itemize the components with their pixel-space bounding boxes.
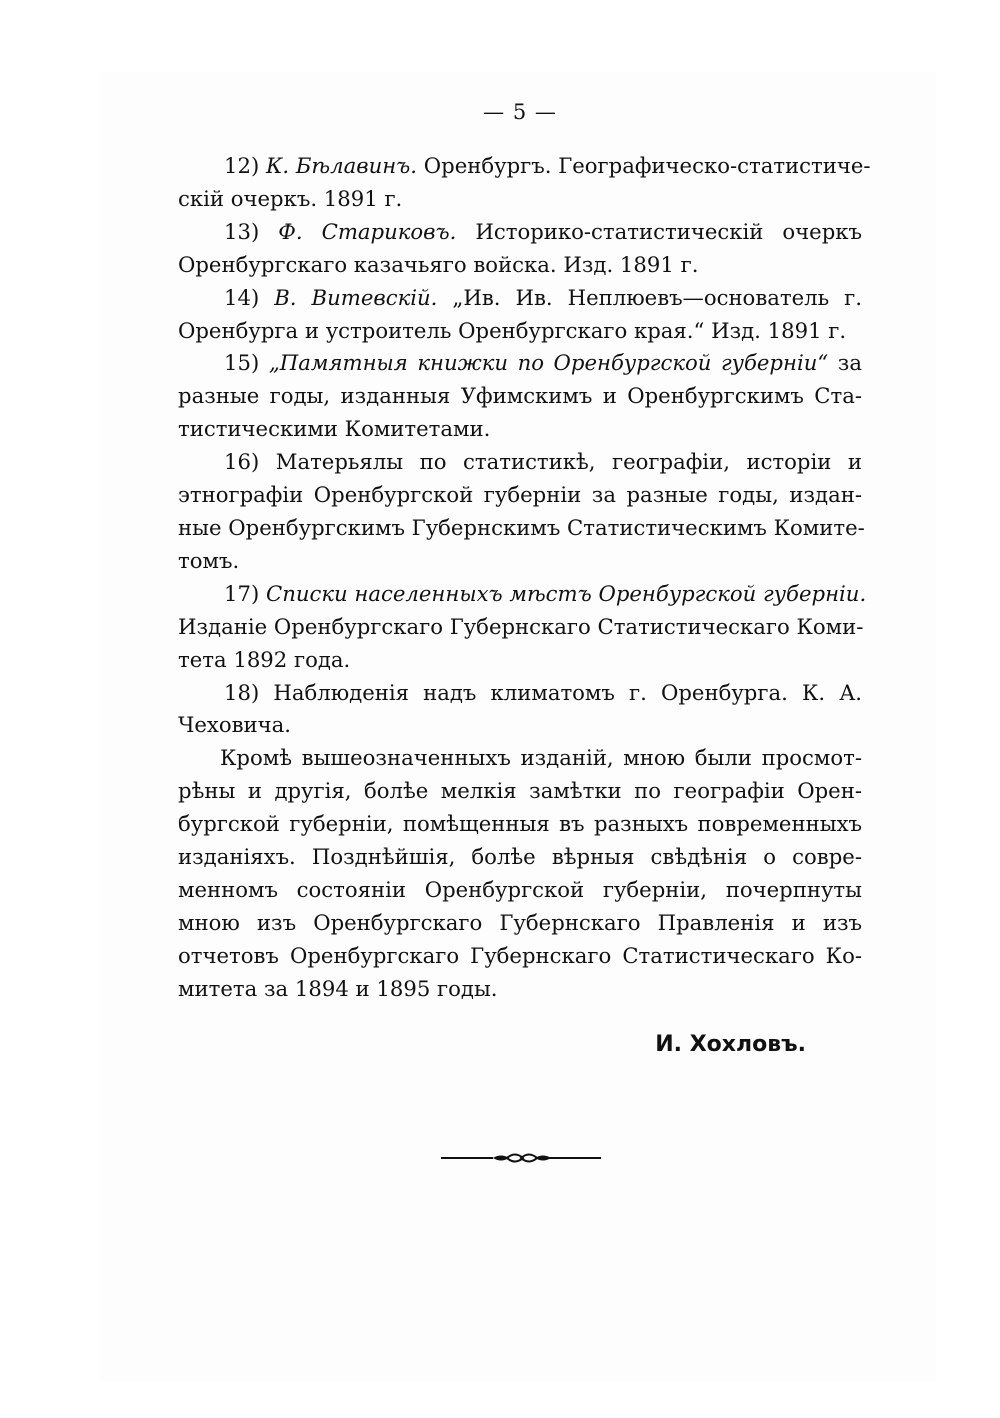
paragraph-line: отчетовъ Оренбургскаго Губернскаго Статистическаго Ко- (178, 942, 862, 968)
entry-title: „Памятныя книжки по Оренбургской губерніи“ (268, 350, 829, 376)
entry-text-line: томъ. (178, 547, 240, 573)
entry-text-line: Оренбургъ. Географическо-статистиче- (423, 153, 871, 178)
paragraph-line: менномъ состояніи Оренбургской губерніи, почерпнуты (178, 876, 862, 902)
entry-text-line: за (837, 350, 862, 376)
bibliography-entry-14 (178, 282, 862, 348)
paragraph-line: мною изъ Оренбургскаго Губернскаго Правленія и изъ (178, 909, 862, 935)
entry-number: 14) (224, 284, 260, 310)
bibliography-entry-16 (178, 446, 865, 578)
page-number: — 5 — (483, 100, 557, 124)
bibliography-entry-12 (178, 150, 871, 216)
entry-title: Списки населенныхъ мѣстъ Оренбургской губерніи. (265, 580, 867, 606)
entry-number: 17) (224, 580, 260, 606)
entry-text-line: „Ив. Ив. Неплюевъ—основатель г. (452, 284, 862, 310)
paragraph-line: рѣны и другія, болѣе мелкія замѣтки по географіи Орен- (178, 778, 862, 804)
ornament-divider-icon (441, 1150, 601, 1166)
entry-text-line: Наблюденія надъ климатомъ г. Оренбурга. К. А. (273, 679, 862, 705)
paragraph-line: изданіяхъ. Позднѣйшія, болѣе вѣрныя свѣдѣнія о совре- (178, 844, 862, 870)
entry-text-line: Чеховича. (178, 712, 292, 738)
entry-text-line: Историко-статистическій очеркъ (475, 218, 862, 244)
bibliography-entry-18 (178, 677, 862, 743)
entry-text-line: скій очеркъ. 1891 г. (178, 185, 403, 211)
entry-author: Ф. Стариковъ. (278, 218, 457, 244)
bibliography-entry-15 (178, 347, 862, 446)
closing-paragraph (178, 742, 862, 1005)
entry-text-line: Оренбургскаго казачьяго войска. Изд. 1891 г. (178, 251, 699, 277)
entry-text-line: Оренбурга и устроитель Оренбургскаго края.“ Изд. 1891 г. (178, 317, 847, 343)
entry-number: 16) (224, 449, 260, 475)
entry-text-line: тистическими Комитетами. (178, 416, 491, 442)
paragraph-line: митета за 1894 и 1895 годы. (178, 975, 498, 1001)
entry-number: 13) (224, 218, 260, 244)
entry-text-line: этнографіи Оренбургской губерніи за разные годы, издан- (178, 482, 862, 508)
bibliography-entry-17 (178, 578, 867, 677)
bibliography-entry-13 (178, 216, 862, 282)
entry-text-line: Матерьялы по статистикѣ, географіи, исторіи и (275, 449, 862, 475)
entry-author: К. Бѣлавинъ. (265, 153, 418, 178)
entry-author: В. Витевскій. (274, 284, 438, 310)
entry-text-line: ные Оренбургскимъ Губернскимъ Статистическимъ Комите- (178, 514, 865, 540)
paragraph-line: бургской губерніи, помѣщенныя въ разныхъ повременныхъ (178, 811, 862, 837)
paragraph-line: Кромѣ вышеозначенныхъ изданій, мною были просмот- (220, 745, 862, 771)
author-signature: И. Хохловъ. (655, 1032, 806, 1057)
entry-text-line: Изданіе Оренбургскаго Губернскаго Статистическаго Коми- (178, 613, 864, 639)
body-text (178, 150, 871, 1006)
entry-number: 18) (224, 679, 260, 705)
entry-number: 12) (224, 153, 260, 178)
entry-number: 15) (224, 350, 260, 376)
entry-text-line: тета 1892 года. (178, 646, 351, 672)
entry-text-line: разные годы, изданныя Уфимскимъ и Оренбургскимъ Ста- (178, 383, 862, 409)
